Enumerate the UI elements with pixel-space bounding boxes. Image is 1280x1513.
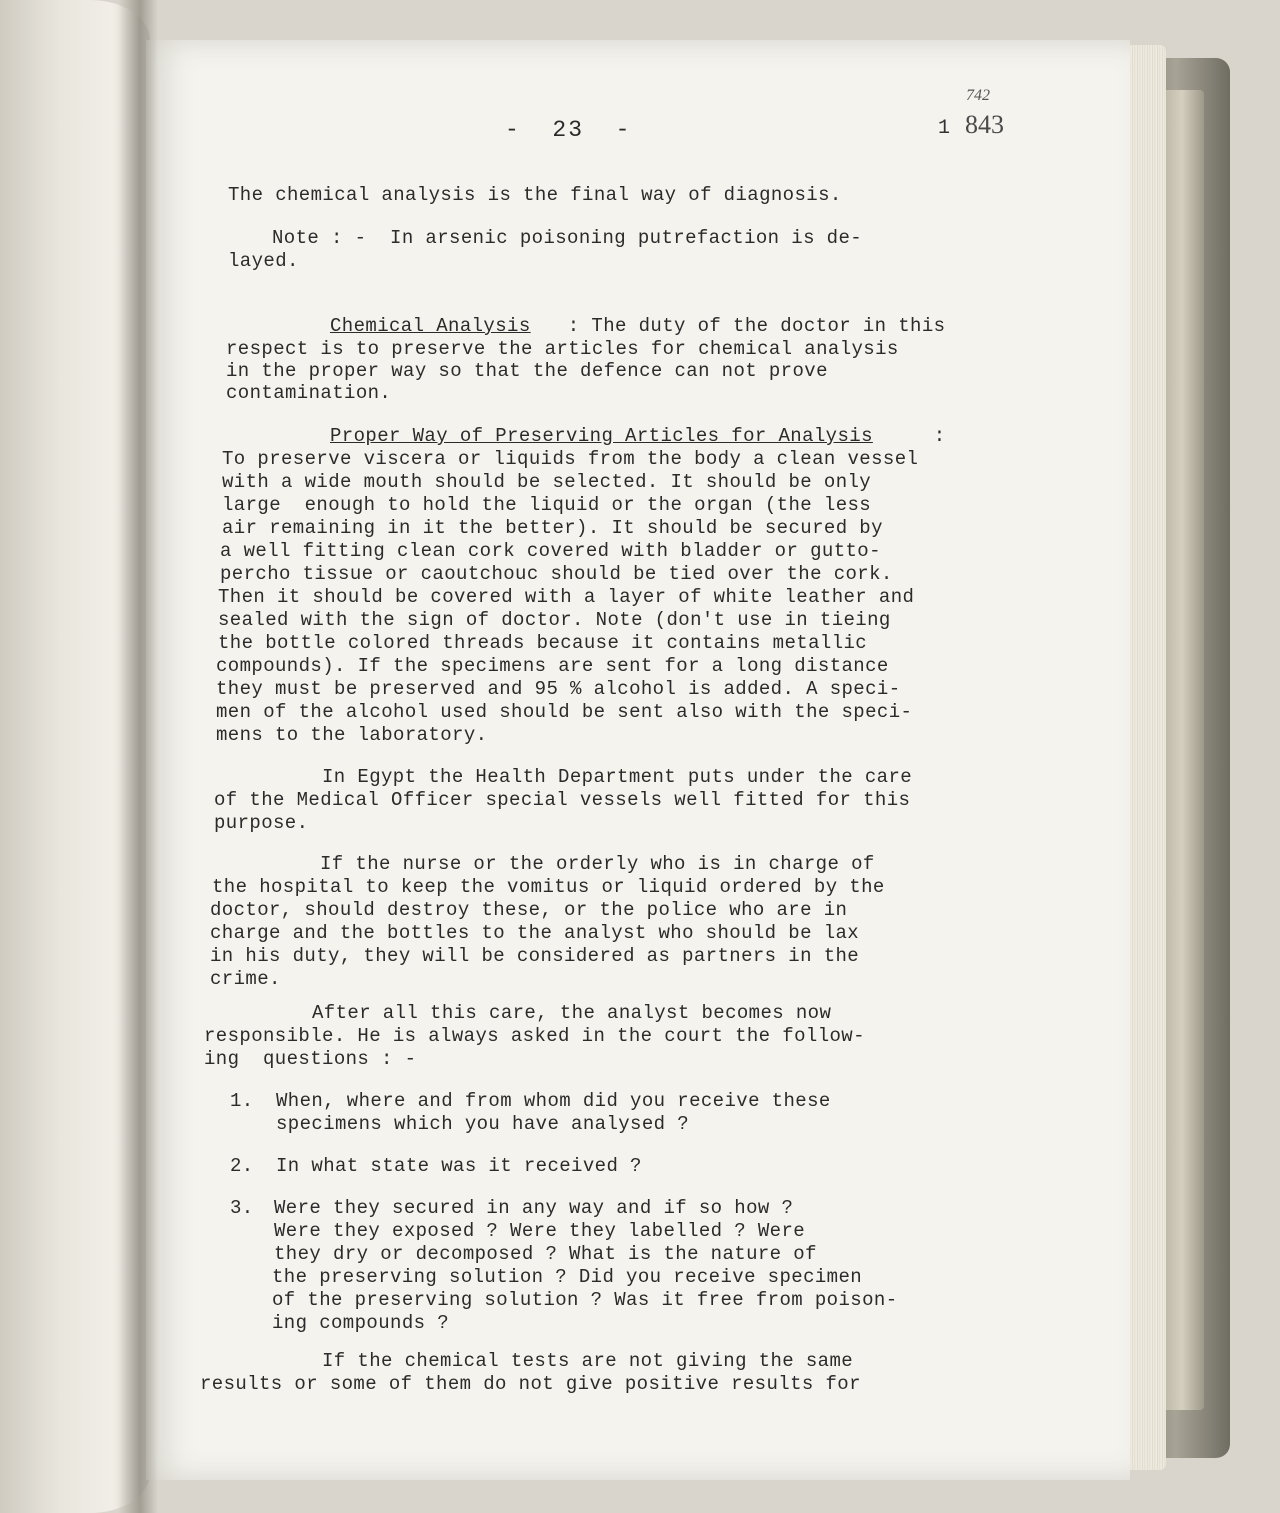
text-line: mens to the laboratory. [216,724,488,746]
text-line: they must be preserved and 95 % alcohol is added. A speci- [216,678,901,700]
list-number: 2. [230,1155,254,1177]
text-line: sealed with the sign of doctor. Note (don't use in tieing [218,609,891,631]
text-line: compounds). If the specimens are sent for a long distance [216,655,889,677]
text-line: results or some of them do not give positive results for [200,1373,861,1395]
book-gutter [118,0,158,1513]
text-line: respect is to preserve the articles for chemical analysis [226,338,899,360]
text-line: large enough to hold the liquid or the organ (the less [222,494,872,516]
text-line: purpose. [214,812,309,834]
section-heading: Proper Way of Preserving Articles for Analysis [330,425,873,447]
text-line: If the chemical tests are not giving the same [322,1350,854,1372]
text-line: men of the alcohol used should be sent also with the speci- [216,701,913,723]
text-line: The chemical analysis is the final way of diagnosis. [228,184,842,206]
text-line: responsible. He is always asked in the court the follow- [204,1025,865,1047]
list-number: 3. [230,1197,254,1219]
text-line: in his duty, they will be considered as partners in the [210,945,860,967]
text-line: the hospital to keep the vomitus or liquid ordered by the [212,876,885,898]
list-item-text: they dry or decomposed ? What is the nature of [274,1243,817,1265]
text-line: : The duty of the doctor in this [556,315,946,337]
text-line: percho tissue or caoutchouc should be tied over the cork. [220,563,893,585]
section-heading: Chemical Analysis [330,315,531,337]
text-line: ing questions : - [204,1048,417,1070]
list-item-text: specimens which you have analysed ? [276,1113,690,1135]
list-item-text: of the preserving solution ? Was it free from poison- [272,1289,898,1311]
text-line: Note : - In arsenic poisoning putrefaction is de- [272,227,863,249]
text-line: air remaining in it the better). It should be secured by [222,517,883,539]
page-number: - 23 - [505,117,632,143]
list-item-text: In what state was it received ? [276,1155,642,1177]
text-line: in the proper way so that the defence can not prove [226,360,828,382]
text-line: the bottle colored threads because it contains metallic [218,632,868,654]
list-item-text: ing compounds ? [272,1312,450,1334]
text-line: a well fitting clean cork covered with bladder or gutto- [220,540,881,562]
text-line: crime. [210,968,281,990]
corner-mark: 1 [938,117,951,140]
text-line: Then it should be covered with a layer of white leather and [218,586,915,608]
archive-number: 843 [965,110,1004,139]
text-line: If the nurse or the orderly who is in charge of [320,853,875,875]
text-line: doctor, should destroy these, or the police who are in [210,899,848,921]
list-number: 1. [230,1090,254,1112]
list-item-text: Were they exposed ? Were they labelled ? Were [274,1220,806,1242]
text-line: of the Medical Officer special vessels well fitted for this [214,789,911,811]
cover-spine-band [1160,90,1204,1410]
archive-number-old: 742 [966,87,990,104]
text-line: with a wide mouth should be selected. It should be only [222,471,872,493]
list-item-text: When, where and from whom did you receive these [276,1090,831,1112]
text-line: : [922,425,946,447]
list-item-text: the preserving solution ? Did you receive specimen [272,1266,863,1288]
text-line: In Egypt the Health Department puts under the care [322,766,913,788]
text-line: After all this care, the analyst becomes now [312,1002,832,1024]
text-line: charge and the bottles to the analyst who should be lax [210,922,860,944]
text-line: To preserve viscera or liquids from the body a clean vessel [222,448,919,470]
text-line: layed. [228,250,299,272]
list-item-text: Were they secured in any way and if so how ? [274,1197,794,1219]
text-line: contamination. [226,382,392,404]
